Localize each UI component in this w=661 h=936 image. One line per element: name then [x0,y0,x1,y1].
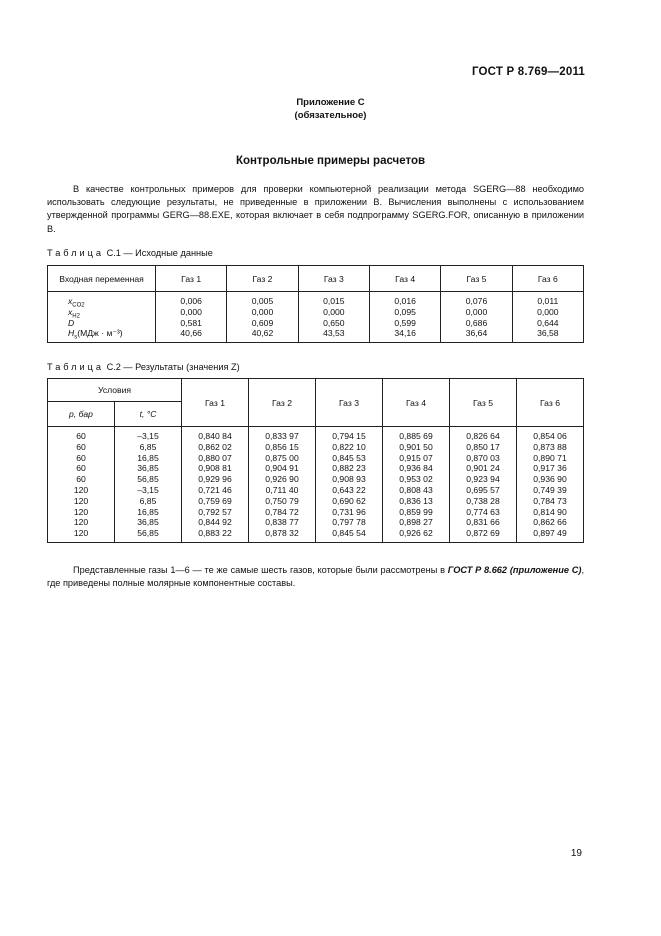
table1-col-gas-4 [369,292,440,343]
table1-header-gas-4: Газ 4 [369,266,440,292]
table1-header-gas-3: Газ 3 [298,266,369,292]
table-cell: 120 [73,495,89,506]
table2-caption-word: Таблица [47,362,105,372]
page-number: 19 [570,848,582,859]
table-cell: 0,794 15 [332,431,366,441]
table-cell: 0,826 64 [466,431,500,441]
table1-caption-text: С.1 — Исходные данные [104,248,213,258]
table-cell: 0,845 54 [332,528,366,539]
table-cell: 0,936 90 [533,474,567,485]
table-results-z [47,378,584,543]
table-cell: 0,011 [537,296,559,306]
table2-col-gas-4 [383,427,450,543]
table-cell: 0,095 [394,306,416,317]
table1-header-gas-1: Газ 1 [156,266,227,292]
closing-text-before: Представленные газы 1—6 — те же самые шесть газов, которые были рассмотрены в [73,565,448,575]
table-cell: 0,836 13 [399,495,433,506]
table-cell: 0,581 [180,317,202,328]
table-cell: 0,926 90 [265,474,299,485]
table-cell: 0,926 62 [399,528,433,539]
table-cell: 120 [73,528,89,539]
table2-caption [47,362,240,372]
table1-col-gas-6 [512,292,583,343]
table-cell: 0,749 39 [533,484,567,495]
table-cell: 0,774 63 [466,506,500,517]
table1-label-hs: $H_s(МДж \cdot м^{-3})$ [68,328,123,342]
table-cell: 0,917 36 [533,463,567,474]
table-cell: 0,885 69 [399,431,433,441]
table-cell: 60 [76,452,86,463]
table-cell: 0,690 62 [332,495,366,506]
table-cell: 6,85 [139,495,157,506]
table-cell: 0,650 [323,317,345,328]
table-cell: 0,721 46 [198,484,232,495]
table2-header-gas-6: Газ 6 [517,379,584,427]
table1-col-gas-2 [227,292,298,343]
table1-header-gas-2: Газ 2 [227,266,298,292]
table-cell: 0,015 [323,296,345,306]
table-cell: 36,58 [537,328,559,339]
table2-header-gas-4: Газ 4 [383,379,450,427]
table-cell: 0,923 94 [466,474,500,485]
table-cell: 0,850 17 [466,441,500,452]
table-cell: 0,831 66 [466,517,500,528]
table-cell: 120 [73,506,89,517]
table-cell: 0,738 28 [466,495,500,506]
table-cell: 36,64 [465,328,488,339]
table-cell: 0,901 24 [466,463,500,474]
table-cell: 36,85 [137,463,159,474]
document-standard-header: ГОСТ Р 8.769—2011 [471,66,585,78]
table-cell: 0,862 02 [198,441,232,452]
table-cell: 0,838 77 [265,517,299,528]
table-cell: 0,929 96 [198,474,232,485]
section-title: Контрольные примеры расчетов [235,155,426,167]
table-cell: 0,609 [251,317,274,328]
table-cell: 0,076 [465,296,488,306]
table-cell: 0,822 10 [332,441,366,452]
table-cell: 43,53 [323,328,345,339]
table-cell: 0,872 69 [466,528,500,539]
table-cell: 36,85 [137,517,159,528]
table-cell: 40,62 [251,328,274,339]
table-cell: 60 [76,441,86,452]
table-cell: 0,784 73 [533,495,567,506]
table-cell: 0,901 50 [399,441,433,452]
table2-col-pressure [48,427,115,543]
closing-text-after: , где приведены полные молярные компонентные составы. [47,565,584,589]
appendix-label: Приложение С [296,97,365,108]
table-cell: 0,759 69 [198,495,232,506]
table-cell: 0,599 [394,317,416,328]
table2-col-temperature [115,427,182,543]
table1-row-labels [48,292,156,343]
table-cell: 0,644 [537,317,559,328]
table-cell: 120 [73,517,89,528]
table-cell: –3,15 [137,484,159,495]
table-cell: 0,731 96 [332,506,366,517]
table-cell: 0,856 15 [265,441,299,452]
table2-caption-text: С.2 — Результаты (значения Z) [104,362,240,372]
table1-header-variable: Входная переменная [48,266,156,292]
table1-label-xco2: $x_{CO2}$ [68,296,85,309]
table-cell: 0,643 22 [332,484,366,495]
table-cell: 0,000 [537,306,559,317]
table-cell: 0,844 92 [198,517,232,528]
table-cell: 0,878 32 [265,528,299,539]
table-cell: 0,908 93 [332,474,366,485]
intro-paragraph: В качестве контрольных примеров для проверки компьютерной реализации метода SGERG—88 необходимо использовать следующие результаты, не приведенные в приложении В. Вычисления выполнены с использованием утвержденной программы GERG—88.EXE, которая включает в себя подпрограмму SGERG.FOR, описанную в приложении В. [47,184,584,234]
table-cell: 0,797 78 [332,517,366,528]
table-cell: 0,882 23 [332,463,366,474]
table1-col-gas-3 [298,292,369,343]
table2-col-gas-5 [450,427,517,543]
table-cell: 0,833 97 [265,431,299,441]
table-cell: 56,85 [137,474,159,485]
table-cell: 0,897 49 [533,528,567,539]
table2-header-gas-3: Газ 3 [316,379,383,427]
table-cell: 0,873 88 [533,441,567,452]
table-cell: 40,66 [180,328,202,339]
table1-col-gas-5 [441,292,512,343]
table-cell: 0,908 81 [198,463,232,474]
table-cell: 60 [76,463,86,474]
table-cell: 60 [76,431,86,441]
table2-col-gas-6 [517,427,584,543]
table-cell: 56,85 [137,528,159,539]
table-cell: 0,808 43 [399,484,433,495]
table-cell: 0,000 [180,306,202,317]
table2-col-gas-2 [249,427,316,543]
table-cell: 0,686 [465,317,488,328]
table-cell: 0,711 40 [265,484,299,495]
table1-label-xh2: $x_{H2}$ [68,306,80,320]
table2-header-conditions: Условия [48,379,182,402]
table-cell: 0,000 [323,306,345,317]
table2-header-gas-2: Газ 2 [249,379,316,427]
table-cell: 6,85 [139,441,157,452]
table-cell: 0,784 72 [265,506,299,517]
table-cell: –3,15 [137,431,159,441]
table2-header-temperature: t, °С [115,402,182,427]
table-cell: 0,792 57 [198,506,232,517]
table2-col-gas-1 [182,427,249,543]
table-cell: 0,870 03 [466,452,500,463]
table-cell: 0,005 [251,296,274,306]
table-cell: 60 [76,474,86,485]
table1-label-d: D [68,317,75,328]
table-cell: 16,85 [137,452,159,463]
table2-col-gas-3 [316,427,383,543]
table-cell: 0,750 79 [265,495,299,506]
table-cell: 0,862 66 [533,517,567,528]
table-cell: 16,85 [137,506,159,517]
table-cell: 0,883 22 [198,528,232,539]
table-cell: 0,859 99 [399,506,433,517]
table-input-data [47,265,584,343]
table-cell: 0,915 07 [399,452,433,463]
standard-reference: ГОСТ Р 8.662 (приложение С) [447,565,582,575]
table2-header-gas-5: Газ 5 [450,379,517,427]
closing-paragraph [47,564,584,590]
table-cell: 0,890 71 [533,452,567,463]
table-cell: 0,840 84 [198,431,232,441]
appendix-status: (обязательное) [294,110,367,121]
table1-caption [47,248,213,258]
table1-col-gas-1 [156,292,227,343]
table1-caption-word: Таблица [47,248,105,258]
table-cell: 0,006 [180,296,202,306]
table-cell: 0,898 27 [399,517,433,528]
table2-header-gas-1: Газ 1 [182,379,249,427]
table1-header-gas-5: Газ 5 [441,266,512,292]
table-cell: 0,880 07 [198,452,232,463]
table-cell: 0,854 06 [533,431,567,441]
table-cell: 0,016 [394,296,416,306]
table-cell: 0,904 91 [265,463,299,474]
table-cell: 0,845 53 [332,452,366,463]
table-cell: 0,875 00 [265,452,299,463]
table-cell: 0,814 90 [533,506,567,517]
table-cell: 0,000 [251,306,274,317]
table-cell: 0,936 84 [399,463,433,474]
table1-header-gas-6: Газ 6 [512,266,583,292]
table-cell: 34,16 [394,328,416,339]
table-cell: 120 [73,484,89,495]
table-cell: 0,695 57 [466,484,500,495]
table2-header-pressure: p, бар [48,402,115,427]
table-cell: 0,953 02 [399,474,433,485]
table-cell: 0,000 [465,306,488,317]
